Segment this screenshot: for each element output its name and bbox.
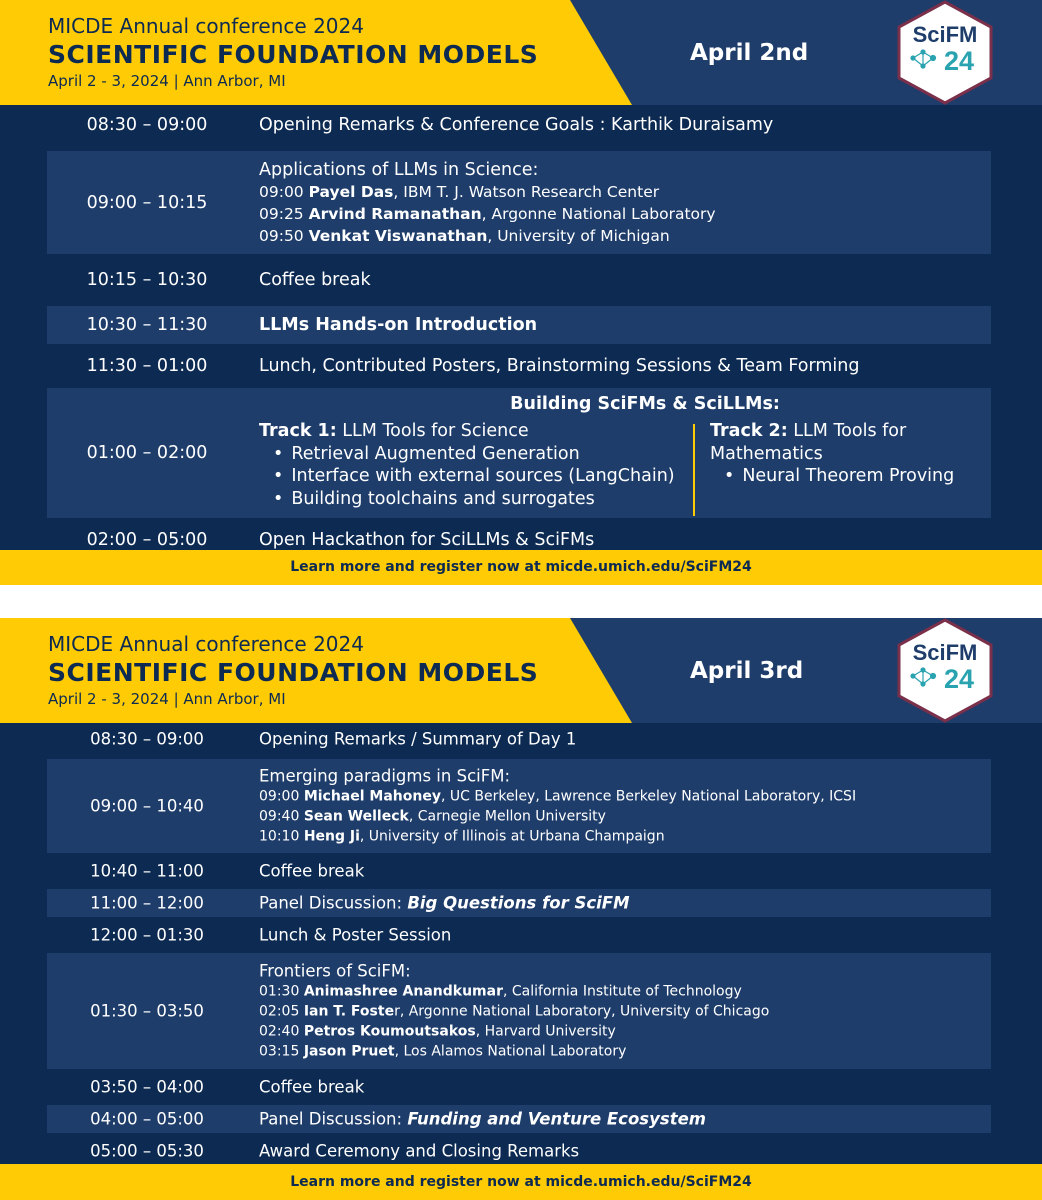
slot-title: Coffee break bbox=[259, 270, 371, 290]
talk-item: 02:05 Ian T. Foster, Argonne National Laboratory, University of Chicago bbox=[259, 1003, 770, 1020]
talk-item: 01:30 Animashree Anandkumar, California Institute of Technology bbox=[259, 983, 742, 1000]
schedule-row bbox=[47, 1137, 991, 1165]
schedule-row bbox=[47, 388, 991, 518]
speaker-name: Arvind Ramanathan bbox=[308, 204, 482, 223]
slot-title: Opening Remarks / Summary of Day 1 bbox=[259, 729, 577, 749]
talk-item: 09:50 Venkat Viswanathan, University of Michigan bbox=[259, 226, 670, 245]
talk-item: 09:25 Arvind Ramanathan, Argonne National Laboratory bbox=[259, 204, 716, 223]
day2-schedule-panel bbox=[0, 618, 1042, 1200]
track-1 bbox=[259, 420, 675, 510]
scifm-logo-icon bbox=[895, 618, 995, 723]
logo-text-bottom: 24 bbox=[943, 46, 975, 76]
track-label: Track 1: bbox=[259, 421, 337, 441]
speaker-name: Sean Welleck bbox=[303, 808, 409, 825]
slot-time: 10:30 – 11:30 bbox=[86, 315, 208, 335]
schedule-row bbox=[47, 350, 991, 382]
schedule-row bbox=[47, 953, 991, 1069]
slot-time: 09:00 – 10:40 bbox=[90, 796, 204, 816]
slot-time: 02:00 – 05:00 bbox=[86, 530, 208, 550]
speaker-name: Heng Ji bbox=[303, 828, 360, 845]
conference-dates-location: April 2 - 3, 2024 | Ann Arbor, MI bbox=[48, 690, 286, 708]
schedule-row bbox=[47, 1105, 991, 1133]
slot-time: 11:30 – 01:00 bbox=[86, 356, 208, 376]
logo-text-top: SciFM bbox=[912, 640, 978, 665]
talk-item: 09:00 Michael Mahoney, UC Berkeley, Lawrence Berkeley National Laboratory, ICSI bbox=[259, 788, 857, 805]
schedule-row bbox=[47, 889, 991, 917]
slot-time: 03:50 – 04:00 bbox=[90, 1077, 204, 1097]
schedule-list bbox=[47, 723, 991, 1165]
schedule-row bbox=[47, 723, 991, 755]
slot-title: Coffee break bbox=[259, 1077, 365, 1097]
speaker-name: Animashree Anandkumar bbox=[303, 983, 503, 1000]
register-link[interactable]: Learn more and register now at micde.umich.edu/SciFM24 bbox=[0, 1164, 1042, 1200]
schedule-row bbox=[47, 260, 991, 300]
slot-title: Lunch, Contributed Posters, Brainstorming Sessions & Team Forming bbox=[259, 356, 860, 376]
speaker-name: Jason Pruet bbox=[303, 1043, 395, 1060]
conference-dates-location: April 2 - 3, 2024 | Ann Arbor, MI bbox=[48, 72, 286, 90]
tracks-block bbox=[259, 394, 971, 512]
session-title: Applications of LLMs in Science: bbox=[259, 159, 539, 180]
schedule-row bbox=[47, 306, 991, 344]
session-block bbox=[259, 766, 856, 847]
slot-title: Opening Remarks & Conference Goals : Karthik Duraisamy bbox=[259, 115, 774, 135]
slot-time: 01:30 – 03:50 bbox=[90, 1001, 204, 1021]
logo-text-top: SciFM bbox=[912, 22, 978, 47]
day-date: April 2nd bbox=[690, 40, 809, 66]
session-title: Emerging paradigms in SciFM: bbox=[259, 766, 511, 786]
slot-time: 01:00 – 02:00 bbox=[86, 443, 208, 463]
slot-time: 11:00 – 12:00 bbox=[90, 893, 204, 913]
talk-item: 10:10 Heng Ji, University of Illinois at Urbana Champaign bbox=[259, 828, 665, 845]
speaker-name: Michael Mahoney bbox=[303, 788, 441, 805]
track-2 bbox=[710, 420, 954, 488]
track-title-cont: Mathematics bbox=[710, 443, 823, 464]
slot-time: 10:40 – 11:00 bbox=[90, 861, 204, 881]
session-block bbox=[259, 961, 769, 1062]
list-item: • Retrieval Augmented Generation bbox=[259, 443, 675, 466]
schedule-row bbox=[47, 857, 991, 885]
conference-name: MICDE Annual conference 2024 bbox=[48, 632, 364, 656]
day1-schedule-panel bbox=[0, 0, 1042, 585]
slot-time: 04:00 – 05:00 bbox=[90, 1109, 204, 1129]
schedule-row bbox=[47, 921, 991, 949]
slot-title: Lunch & Poster Session bbox=[259, 925, 452, 945]
slot-time: 05:00 – 05:30 bbox=[90, 1141, 204, 1161]
track-divider bbox=[693, 424, 695, 516]
slot-time: 08:30 – 09:00 bbox=[90, 729, 204, 749]
session-title: Frontiers of SciFM: bbox=[259, 961, 411, 981]
slot-time: 10:15 – 10:30 bbox=[86, 270, 208, 290]
list-item: • Neural Theorem Proving bbox=[710, 465, 954, 488]
panel-topic: Funding and Venture Ecosystem bbox=[407, 1109, 706, 1129]
schedule-row bbox=[47, 105, 991, 145]
speaker-name: Ian T. Foste bbox=[303, 1003, 395, 1020]
track-title: LLM Tools for Science bbox=[336, 421, 529, 441]
list-item: • Interface with external sources (LangChain) bbox=[259, 465, 675, 488]
speaker-name: Petros Koumoutsakos bbox=[303, 1023, 476, 1040]
session-block bbox=[259, 159, 716, 247]
panel-topic: Big Questions for SciFM bbox=[407, 893, 630, 913]
speaker-name: Venkat Viswanathan bbox=[308, 226, 488, 245]
conference-title: SCIENTIFIC FOUNDATION MODELS bbox=[48, 658, 539, 687]
day-date: April 3rd bbox=[690, 658, 804, 684]
schedule-row bbox=[47, 151, 991, 254]
register-link[interactable]: Learn more and register now at micde.umich.edu/SciFM24 bbox=[0, 550, 1042, 585]
schedule-row bbox=[47, 759, 991, 853]
slot-title: Coffee break bbox=[259, 861, 365, 881]
slot-title: Award Ceremony and Closing Remarks bbox=[259, 1141, 580, 1161]
list-item: • Building toolchains and surrogates bbox=[259, 488, 675, 511]
conference-title: SCIENTIFIC FOUNDATION MODELS bbox=[48, 40, 539, 69]
conference-name: MICDE Annual conference 2024 bbox=[48, 14, 364, 38]
slot-title: LLMs Hands-on Introduction bbox=[259, 315, 538, 335]
schedule-list bbox=[47, 105, 991, 556]
track-label: Track 2: bbox=[710, 421, 788, 441]
speaker-name: Payel Das bbox=[308, 182, 394, 201]
track-title: LLM Tools for bbox=[787, 421, 907, 441]
slot-time: 09:00 – 10:15 bbox=[86, 192, 208, 213]
talk-item: 09:40 Sean Welleck, Carnegie Mellon University bbox=[259, 808, 606, 825]
slot-time: 12:00 – 01:30 bbox=[90, 925, 204, 945]
slot-title: Panel Discussion: Big Questions for SciFM bbox=[259, 893, 630, 913]
slot-title: Open Hackathon for SciLLMs & SciFMs bbox=[259, 530, 595, 550]
talk-item: 03:15 Jason Pruet, Los Alamos National Laboratory bbox=[259, 1043, 627, 1060]
schedule-row bbox=[47, 1073, 991, 1101]
scifm-logo-icon bbox=[895, 0, 995, 105]
logo-text-bottom: 24 bbox=[943, 664, 975, 694]
slot-title: Panel Discussion: Funding and Venture Ecosystem bbox=[259, 1109, 706, 1129]
slot-time: 08:30 – 09:00 bbox=[86, 115, 208, 135]
session-title: Building SciFMs & SciLLMs: bbox=[510, 394, 780, 414]
talk-item: 09:00 Payel Das, IBM T. J. Watson Research Center bbox=[259, 182, 660, 201]
talk-item: 02:40 Petros Koumoutsakos, Harvard University bbox=[259, 1023, 616, 1040]
